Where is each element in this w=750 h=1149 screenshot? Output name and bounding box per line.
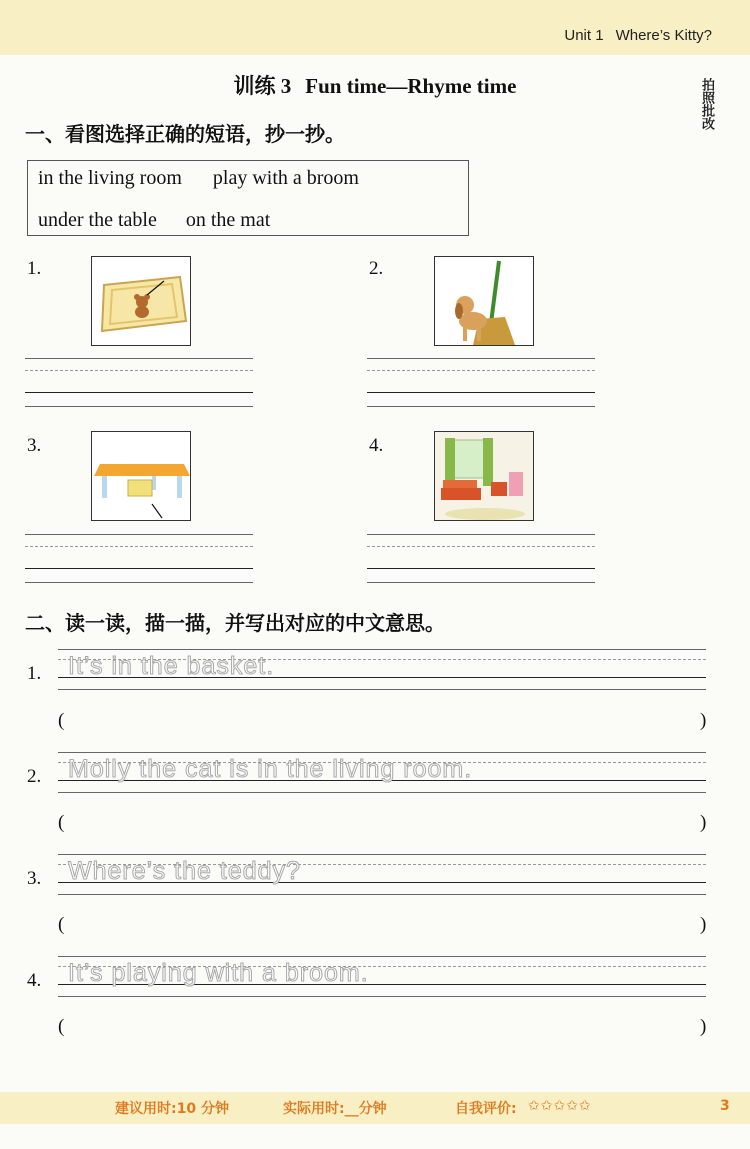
picture-box-under-table: [91, 431, 191, 521]
section1-heading: 一、看图选择正确的短语，抄一抄。: [25, 122, 345, 146]
title-exercise: 训练 3: [233, 74, 292, 98]
item-number: 3.: [27, 868, 42, 889]
living-room-illustration: [435, 432, 534, 521]
question-number: 4.: [369, 435, 384, 456]
unit-label: Unit 1: [564, 27, 604, 44]
paren-close: ): [700, 812, 707, 833]
phrase-on-mat: on the mat: [185, 209, 271, 231]
section2-heading: 二、读一读，描一描，并写出对应的中文意思。: [25, 611, 445, 635]
box-under-table-illustration: [92, 432, 191, 521]
trace-sentence: Molly the cat is in the living room.: [68, 755, 473, 783]
dog-with-broom-illustration: [435, 257, 534, 346]
answer-lines-2[interactable]: [367, 358, 595, 410]
page-title: [0, 70, 750, 100]
paren-close: ): [700, 914, 707, 935]
trace-lines-1[interactable]: [58, 649, 706, 693]
header-bar: [0, 0, 750, 55]
trace-lines-2[interactable]: [58, 752, 706, 796]
answer-lines-1[interactable]: [25, 358, 253, 410]
actual-time: 实际用时:__分钟: [283, 1101, 387, 1117]
photo-grading-label: 拍照批改: [699, 78, 714, 130]
phrase-under-table: under the table: [38, 209, 157, 231]
paren-open: (: [58, 914, 65, 935]
trace-lines-4[interactable]: [58, 956, 706, 1000]
trace-sentence: It’s playing with a broom.: [68, 959, 369, 987]
rating-stars-icon[interactable]: ✩✩✩✩✩: [528, 1098, 592, 1114]
phrase-living-room: in the living room: [38, 167, 182, 189]
paren-open: (: [58, 812, 65, 833]
answer-lines-3[interactable]: [25, 534, 253, 586]
question-number: 1.: [27, 258, 42, 279]
picture-teddy-on-mat: [91, 256, 191, 346]
paren-close: ): [700, 1016, 707, 1037]
suggested-time: 建议用时:10 分钟: [115, 1101, 229, 1117]
running-head: [564, 27, 712, 44]
paren-close: ): [700, 710, 707, 731]
paren-open: (: [58, 710, 65, 731]
phrase-box: [27, 160, 469, 236]
question-number: 2.: [369, 258, 384, 279]
footer-bar: [0, 1092, 750, 1124]
self-rating-label: 自我评价:: [455, 1101, 517, 1117]
question-number: 3.: [27, 435, 42, 456]
item-number: 4.: [27, 970, 42, 991]
item-number: 1.: [27, 663, 42, 684]
trace-sentence: It’s in the basket.: [68, 652, 275, 680]
picture-living-room: [434, 431, 534, 521]
item-number: 2.: [27, 766, 42, 787]
teddy-on-mat-illustration: [92, 257, 191, 346]
picture-dog-broom: [434, 256, 534, 346]
page-number: 3: [720, 1098, 730, 1114]
trace-sentence: Where’s the teddy?: [68, 857, 301, 885]
answer-lines-4[interactable]: [367, 534, 595, 586]
phrase-broom: play with a broom: [212, 167, 359, 189]
unit-title: Where’s Kitty?: [615, 27, 712, 44]
trace-lines-3[interactable]: [58, 854, 706, 898]
title-topic: Fun time—Rhyme time: [305, 74, 517, 98]
paren-open: (: [58, 1016, 65, 1037]
